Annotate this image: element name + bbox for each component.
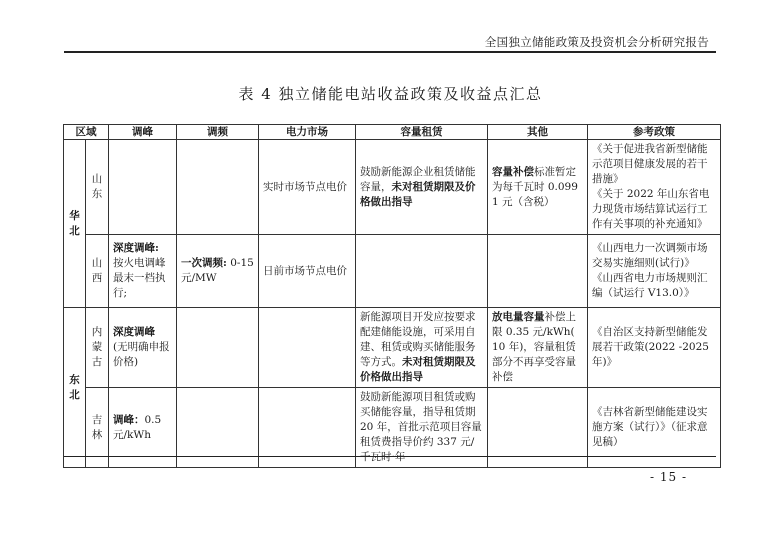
region-cell-north: 华北 — [64, 140, 86, 308]
freq-cell: 一次调频: 0-15 元/MW — [177, 235, 259, 308]
other-cell — [488, 235, 588, 308]
col-header-other: 其他 — [488, 125, 588, 140]
region-cell-northeast: 东北 — [64, 308, 86, 468]
other-cell: 放电量容量补偿上限 0.35 元/kWh( 10 年)，容量租赁部分不再享受容量补偿 — [488, 308, 588, 388]
col-header-market: 电力市场 — [259, 125, 356, 140]
page-number: - 15 - — [650, 470, 688, 484]
lease-cell: 鼓励新能源企业租赁储能容量，未对租赁期限及价格做出指导 — [356, 140, 488, 235]
table-title: 表 4 独立储能电站收益政策及收益点汇总 — [238, 85, 543, 103]
province-cell: 山西 — [86, 235, 109, 308]
policy-item: 《关于促进我省新型储能示范项目健康发展的若干措施》 — [592, 143, 708, 185]
col-header-region: 区域 — [64, 125, 109, 140]
policy-item: 《吉林省新型储能建设实施方案（试行）》（征求意见稿） — [592, 406, 708, 448]
freq-cell — [177, 140, 259, 235]
table-row — [64, 140, 721, 235]
lease-cell: 鼓励新能源项目租赁或购买储能容量，指导租赁期 20 年，首批示范项目容量租赁费指导价约 337 元/千瓦时·年 — [356, 388, 488, 468]
policy-item: 《关于 2022 年山东省电力现货市场结算试运行工作有关事项的补充通知》 — [592, 188, 710, 230]
peak-cell: 深度调峰 (无明确申报价格) — [109, 308, 177, 388]
report-header-title: 全国独立储能政策及投资机会分析研究报告 — [484, 35, 709, 49]
footer-rule — [64, 456, 716, 457]
col-header-peak: 调峰 — [109, 125, 177, 140]
market-cell: 日前市场节点电价 — [259, 235, 356, 308]
peak-cell: 深度调峰: 按火电调峰最末一档执行; — [109, 235, 177, 308]
other-cell: 容量补偿标准暂定为每千瓦时 0.0991 元（含税） — [488, 140, 588, 235]
policy-item: 《山西电力一次调频市场交易实施细则(试行)》 — [592, 242, 708, 269]
market-cell: 实时市场节点电价 — [259, 140, 356, 235]
policy-item: 《自治区支持新型储能发展若干政策(2022 -2025 年)》 — [592, 326, 709, 368]
table-row — [64, 308, 721, 388]
freq-cell — [177, 308, 259, 388]
policy-cell — [588, 308, 721, 388]
lease-cell: 新能源项目开发应按要求配建储能设施，可采用自建、租赁或购买储能服务等方式。未对租赁期限及价格做出指导 — [356, 308, 488, 388]
table-header-row — [64, 125, 721, 140]
policy-cell — [588, 140, 721, 235]
table-row — [64, 235, 721, 308]
col-header-lease: 容量租赁 — [356, 125, 488, 140]
col-header-policy: 参考政策 — [588, 125, 721, 140]
peak-cell: 调峰：0.5 元/kWh — [109, 388, 177, 468]
policy-summary-table — [63, 124, 721, 468]
province-cell: 山东 — [86, 140, 109, 235]
market-cell — [259, 308, 356, 388]
lease-cell — [356, 235, 488, 308]
peak-cell — [109, 140, 177, 235]
province-cell: 吉林 — [86, 388, 109, 468]
policy-cell — [588, 235, 721, 308]
header-rule — [64, 51, 716, 53]
policy-item: 《山西省电力市场规则汇编（试运行 V13.0）》 — [592, 272, 708, 299]
col-header-freq: 调频 — [177, 125, 259, 140]
province-cell: 内蒙古 — [86, 308, 109, 388]
